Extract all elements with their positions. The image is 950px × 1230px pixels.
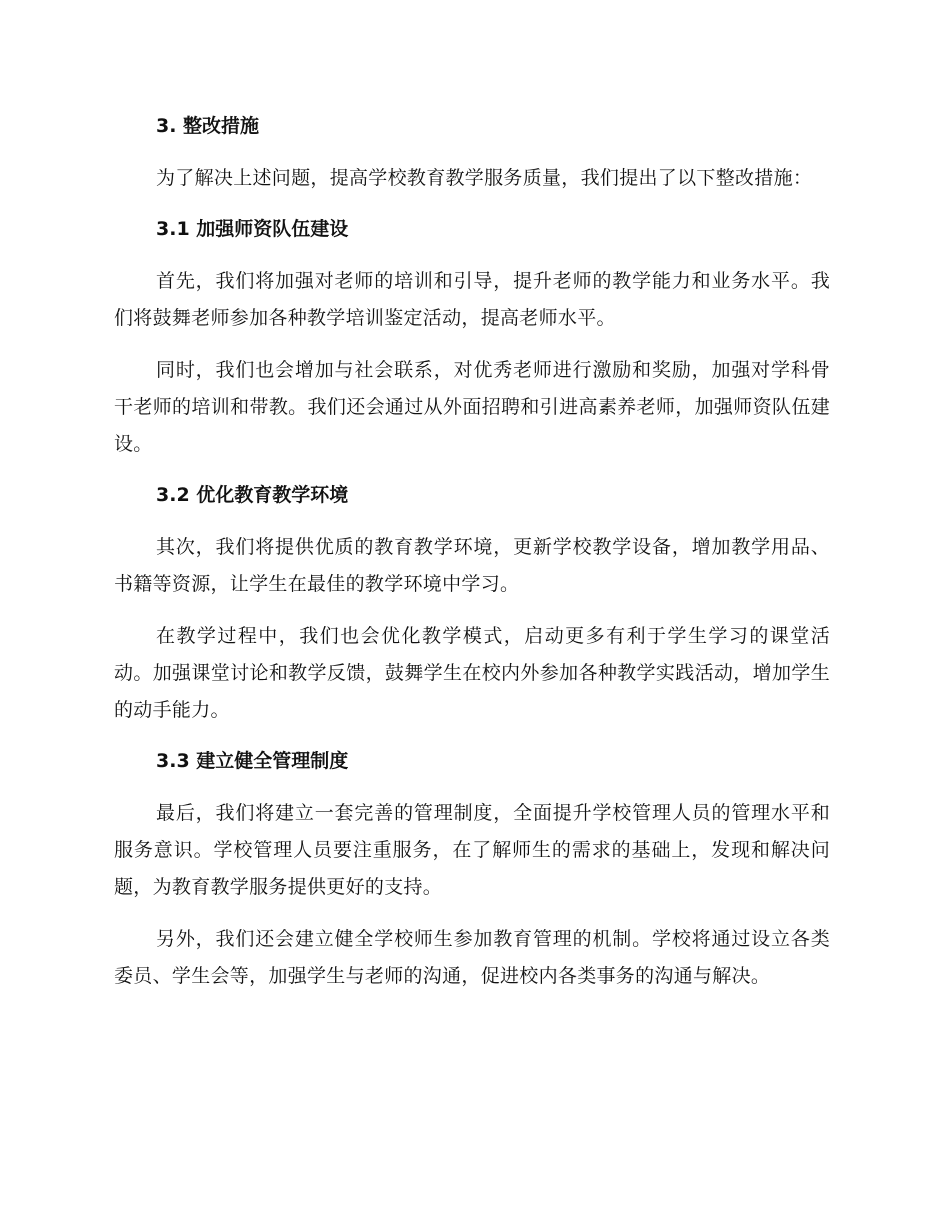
- paragraph: 另外，我们还会建立健全学校师生参加教育管理的机制。学校将通过设立各类委员、学生会等，加强学生与老师的沟通，促进校内各类事务的沟通与解决。: [114, 928, 830, 987]
- section-title: 3. 整改措施: [156, 115, 260, 137]
- paragraph: 最后，我们将建立一套完善的管理制度，全面提升学校管理人员的管理水平和服务意识。学校管理人员要注重服务，在了解师生的需求的基础上，发现和解决问题，为教育教学服务提供更好的支持。: [114, 802, 830, 898]
- subsection-title-3-1: 3.1 加强师资队伍建设: [156, 218, 349, 240]
- subsection-title-3-2: 3.2 优化教育教学环境: [156, 484, 349, 506]
- document-body: [114, 108, 830, 995]
- paragraph: 在教学过程中，我们也会优化教学模式，启动更多有利于学生学习的课堂活动。加强课堂讨论和教学反馈，鼓舞学生在校内外参加各种教学实践活动，增加学生的动手能力。: [114, 625, 830, 721]
- paragraph: 其次，我们将提供优质的教育教学环境，更新学校教学设备，增加教学用品、书籍等资源，让学生在最佳的教学环境中学习。: [114, 536, 830, 595]
- paragraph: 同时，我们也会增加与社会联系，对优秀老师进行激励和奖励，加强对学科骨干老师的培训和带教。我们还会通过从外面招聘和引进高素养老师，加强师资队伍建设。: [114, 359, 830, 455]
- paragraph: 首先，我们将加强对老师的培训和引导，提升老师的教学能力和业务水平。我们将鼓舞老师参加各种教学培训鉴定活动，提高老师水平。: [114, 270, 830, 329]
- intro-paragraph: 为了解决上述问题，提高学校教育教学服务质量，我们提出了以下整改措施：: [156, 167, 813, 189]
- subsection-title-3-3: 3.3 建立健全管理制度: [156, 750, 349, 772]
